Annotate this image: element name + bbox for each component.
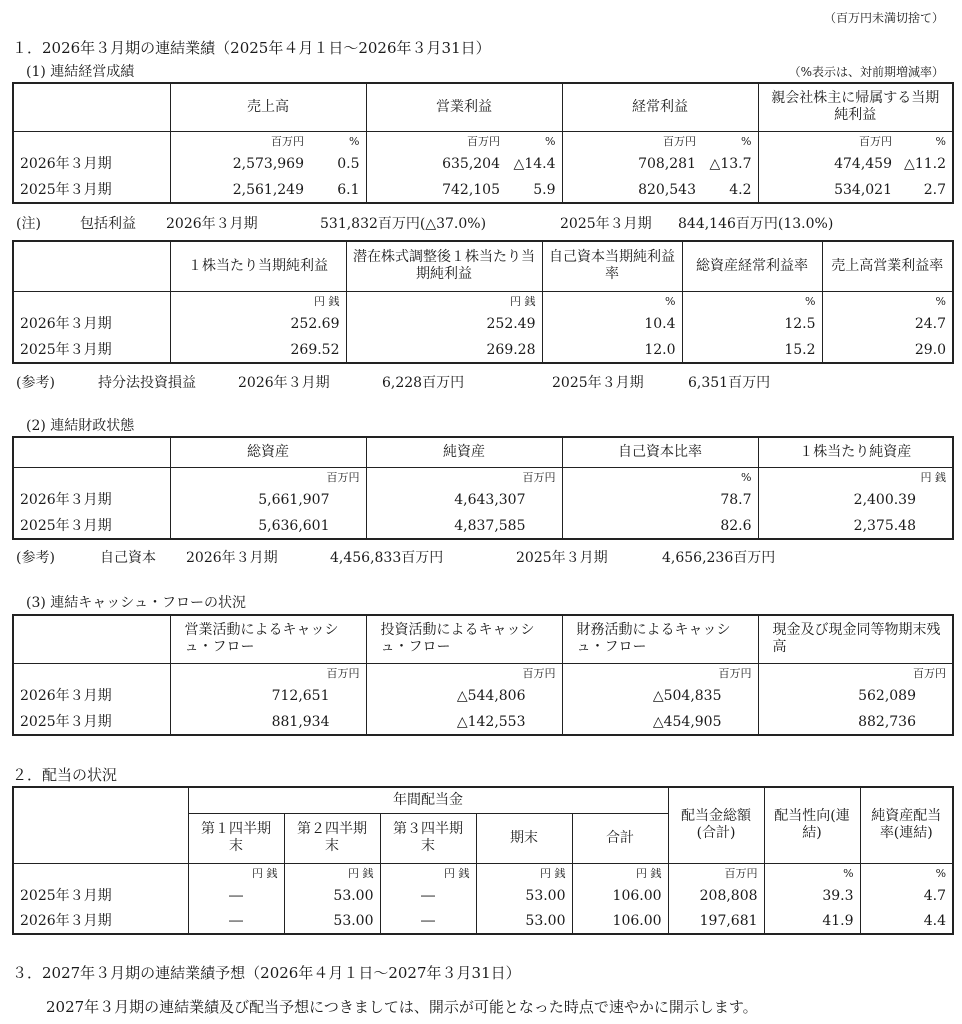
cell: 53.00 — [284, 908, 380, 934]
header-diluted-eps: 潜在株式調整後１株当たり当期純利益 — [346, 241, 542, 291]
reference-equity-method: 持分法投資損益 — [98, 375, 196, 391]
cell: 41.9 — [764, 908, 860, 934]
row-label: 2026年３月期 — [13, 151, 170, 177]
table-row — [13, 177, 953, 203]
cell: 2,375.48 — [758, 513, 953, 539]
unit: 円 銭 — [170, 291, 346, 311]
header-payout-ratio: 配当性向(連結) — [764, 787, 860, 863]
row-label: 2026年３月期 — [13, 487, 170, 513]
footnote-period: 2025年３月期 — [560, 216, 652, 232]
cell: 252.69 — [170, 311, 346, 337]
reference-label: (参考) — [16, 550, 55, 566]
forecast-body: 2027年３月期の連結業績及び配当予想につきましては、開示が可能となった時点で速やかに開示します。 — [46, 998, 758, 1016]
cell: △142,553 — [366, 709, 562, 735]
row-label: 2025年３月期 — [13, 883, 188, 908]
cell: △544,806 — [366, 683, 562, 709]
cell: 53.00 — [476, 908, 572, 934]
table-row — [13, 151, 953, 177]
unit: 百万円 — [170, 467, 366, 487]
table-row — [13, 311, 953, 337]
cell: ― — [188, 883, 284, 908]
header-cash-end: 現金及び現金同等物期末残高 — [758, 615, 953, 663]
cell: 2.7 — [898, 177, 953, 203]
header-investing-cf: 投資活動によるキャッシュ・フロー — [366, 615, 562, 663]
table-row — [13, 908, 953, 934]
unit-million-yen: 百万円 — [758, 131, 898, 151]
operating-results-table — [12, 82, 954, 204]
row-label: 2026年３月期 — [13, 683, 170, 709]
cell: 2,400.39 — [758, 487, 953, 513]
table-row — [13, 883, 953, 908]
header-q1: 第１四半期末 — [188, 813, 284, 863]
header-operating-margin: 売上高営業利益率 — [822, 241, 953, 291]
footnote-label: (注) — [16, 216, 41, 232]
header-q3: 第３四半期末 — [380, 813, 476, 863]
header-net-assets: 純資産 — [366, 437, 562, 467]
reference-equity: 自己資本 — [100, 550, 156, 566]
cell: 562,089 — [758, 683, 953, 709]
row-label: 2025年３月期 — [13, 337, 170, 363]
unit-million-yen: 百万円 — [170, 131, 310, 151]
cell: 635,204 — [366, 151, 506, 177]
unit: 円 銭 — [188, 863, 284, 883]
unit: 百万円 — [562, 663, 758, 683]
header-financing-cf: 財務活動によるキャッシュ・フロー — [562, 615, 758, 663]
row-label: 2026年３月期 — [13, 311, 170, 337]
unit: 百万円 — [366, 467, 562, 487]
cell: 15.2 — [682, 337, 822, 363]
header-net-sales: 売上高 — [170, 83, 366, 131]
unit-million-yen: 百万円 — [562, 131, 702, 151]
header-roa: 総資産経常利益率 — [682, 241, 822, 291]
cell: 39.3 — [764, 883, 860, 908]
footnote-comprehensive-income: 包括利益 — [80, 216, 136, 232]
row-label: 2026年３月期 — [13, 908, 188, 934]
cell: △13.7 — [702, 151, 758, 177]
cell: 269.52 — [170, 337, 346, 363]
cell: ― — [380, 883, 476, 908]
cell: 708,281 — [562, 151, 702, 177]
reference-value: 6,228百万円 — [382, 375, 465, 391]
unit: 円 銭 — [380, 863, 476, 883]
section-2-title: ２．配当の状況 — [12, 766, 118, 784]
unit: 円 銭 — [758, 467, 953, 487]
cell: 12.0 — [542, 337, 682, 363]
cell: 78.7 — [562, 487, 758, 513]
row-label: 2025年３月期 — [13, 177, 170, 203]
cell: 4.7 — [860, 883, 953, 908]
cell: 712,651 — [170, 683, 366, 709]
header-equity-ratio: 自己資本比率 — [562, 437, 758, 467]
cell: 474,459 — [758, 151, 898, 177]
reference-period: 2025年３月期 — [552, 375, 644, 391]
unit-note: （百万円未満切捨て） — [823, 11, 944, 25]
section-1-1-title: (1) 連結経営成績 — [26, 64, 135, 80]
cell: 4.4 — [860, 908, 953, 934]
footnote-period: 2026年３月期 — [166, 216, 258, 232]
unit-percent: % — [702, 131, 758, 151]
reference-value: 4,656,236百万円 — [662, 550, 776, 566]
unit-percent: % — [506, 131, 562, 151]
header-ordinary-income: 経常利益 — [562, 83, 758, 131]
section-1-title: １．2026年３月期の連結業績（2025年４月１日～2026年３月31日） — [12, 39, 491, 57]
section-1-2-title: (2) 連結財政状態 — [26, 418, 135, 434]
cash-flow-table — [12, 614, 954, 736]
unit-percent: % — [898, 131, 953, 151]
cell: ― — [380, 908, 476, 934]
header-total-assets: 総資産 — [170, 437, 366, 467]
cell: 742,105 — [366, 177, 506, 203]
cell: 2,561,249 — [170, 177, 310, 203]
unit: 円 銭 — [572, 863, 668, 883]
header-total: 合計 — [572, 813, 668, 863]
cell: 24.7 — [822, 311, 953, 337]
row-label: 2025年３月期 — [13, 709, 170, 735]
header-bps: １株当たり純資産 — [758, 437, 953, 467]
unit: % — [562, 467, 758, 487]
cell: △11.2 — [898, 151, 953, 177]
cell: 2,573,969 — [170, 151, 310, 177]
cell: △14.4 — [506, 151, 562, 177]
cell: 5.9 — [506, 177, 562, 203]
cell: 106.00 — [572, 908, 668, 934]
cell: 10.4 — [542, 311, 682, 337]
cell: 106.00 — [572, 883, 668, 908]
cell: 5,661,907 — [170, 487, 366, 513]
cell: ― — [188, 908, 284, 934]
table-row — [13, 683, 953, 709]
cell: 6.1 — [310, 177, 366, 203]
header-doe: 純資産配当率(連結) — [860, 787, 953, 863]
cell: 5,636,601 — [170, 513, 366, 539]
unit: 百万円 — [170, 663, 366, 683]
footnote-value: 844,146百万円(13.0%) — [678, 216, 834, 232]
reference-value: 4,456,833百万円 — [330, 550, 444, 566]
change-rate-note: （%表示は、対前期増減率） — [788, 65, 944, 79]
cell: 4.2 — [702, 177, 758, 203]
header-total-dividends: 配当金総額(合計) — [668, 787, 764, 863]
cell: 4,837,585 — [366, 513, 562, 539]
section-1-3-title: (3) 連結キャッシュ・フローの状況 — [26, 595, 247, 611]
unit: % — [860, 863, 953, 883]
cell: 12.5 — [682, 311, 822, 337]
cell: △454,905 — [562, 709, 758, 735]
unit: 円 銭 — [284, 863, 380, 883]
cell: 0.5 — [310, 151, 366, 177]
header-eps: １株当たり当期純利益 — [170, 241, 346, 291]
financial-position-table — [12, 436, 954, 540]
unit: % — [682, 291, 822, 311]
cell: 53.00 — [476, 883, 572, 908]
reference-period: 2026年３月期 — [186, 550, 278, 566]
header-annual-dividends: 年間配当金 — [188, 787, 668, 813]
unit-million-yen: 百万円 — [366, 131, 506, 151]
header-net-income-parent: 親会社株主に帰属する当期純利益 — [758, 83, 953, 131]
table-row — [13, 337, 953, 363]
cell: 269.28 — [346, 337, 542, 363]
dividends-table — [12, 786, 954, 935]
header-blank — [13, 83, 170, 131]
row-label: 2025年３月期 — [13, 513, 170, 539]
unit: % — [822, 291, 953, 311]
per-share-table — [12, 240, 954, 364]
cell: 252.49 — [346, 311, 542, 337]
unit-percent: % — [310, 131, 366, 151]
cell: 820,543 — [562, 177, 702, 203]
unit: 百万円 — [668, 863, 764, 883]
unit: 百万円 — [366, 663, 562, 683]
reference-period: 2025年３月期 — [516, 550, 608, 566]
unit: 百万円 — [758, 663, 953, 683]
cell: 197,681 — [668, 908, 764, 934]
reference-value: 6,351百万円 — [688, 375, 771, 391]
unit: 円 銭 — [346, 291, 542, 311]
header-operating-income: 営業利益 — [366, 83, 562, 131]
header-operating-cf: 営業活動によるキャッシュ・フロー — [170, 615, 366, 663]
cell: 881,934 — [170, 709, 366, 735]
table-row — [13, 513, 953, 539]
cell: 53.00 — [284, 883, 380, 908]
cell: 208,808 — [668, 883, 764, 908]
section-3-title: ３．2027年３月期の連結業績予想（2026年４月１日～2027年３月31日） — [12, 964, 521, 982]
footnote-value: 531,832百万円(△37.0%) — [320, 216, 487, 232]
cell: 4,643,307 — [366, 487, 562, 513]
unit: 円 銭 — [476, 863, 572, 883]
reference-label: (参考) — [16, 375, 55, 391]
header-q2: 第２四半期末 — [284, 813, 380, 863]
unit: % — [764, 863, 860, 883]
reference-period: 2026年３月期 — [238, 375, 330, 391]
cell: 29.0 — [822, 337, 953, 363]
cell: △504,835 — [562, 683, 758, 709]
header-roe: 自己資本当期純利益率 — [542, 241, 682, 291]
header-year-end: 期末 — [476, 813, 572, 863]
cell: 882,736 — [758, 709, 953, 735]
cell: 534,021 — [758, 177, 898, 203]
unit: % — [542, 291, 682, 311]
table-row — [13, 487, 953, 513]
table-row — [13, 709, 953, 735]
cell: 82.6 — [562, 513, 758, 539]
